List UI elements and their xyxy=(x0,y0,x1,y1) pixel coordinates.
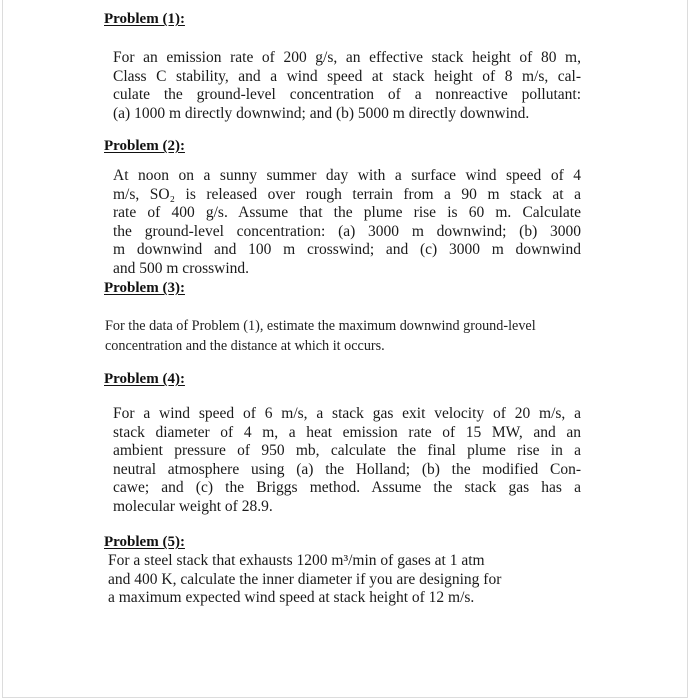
problem-1-text xyxy=(113,49,581,123)
problem-4-heading: Problem (4): xyxy=(104,371,185,387)
problem-2-line: and 500 m crosswind. xyxy=(113,259,250,277)
problem-2-line: rate of 400 g/s. Assume that the plume rise is 60 m. Calculate xyxy=(113,204,581,222)
problem-1-line: culate the ground-level concentration of a nonreactive pollutant: xyxy=(113,86,581,104)
problem-3-heading: Problem (3): xyxy=(104,280,185,296)
problem-1-line: Class C stability, and a wind speed at stack height of 8 m/s, cal- xyxy=(113,67,581,85)
problem-3-text xyxy=(105,316,585,356)
problem-5-line: and 400 K, calculate the inner diameter if you are designing for xyxy=(108,570,502,588)
problem-1-line: For an emission rate of 200 g/s, an effective stack height of 80 m, xyxy=(113,49,581,66)
problem-2-line: the ground-level concentration: (a) 3000 m downwind; (b) 3000 xyxy=(113,222,581,240)
problem-4-line: stack diameter of 4 m, a heat emission rate of 15 MW, and an xyxy=(113,423,581,441)
problem-5-heading: Problem (5): xyxy=(104,534,185,550)
problem-2-line: m/s, SO₂ is released over rough terrain from a 90 m stack at a xyxy=(113,185,581,203)
problem-3-line: For the data of Problem (1), estimate the maximum downwind ground-level xyxy=(105,318,536,334)
problem-5-line: For a steel stack that exhausts 1200 m³/min of gases at 1 atm xyxy=(108,552,485,569)
problem-2-line: m downwind and 100 m crosswind; and (c) 3000 m downwind xyxy=(113,241,581,259)
problem-4-line: For a wind speed of 6 m/s, a stack gas exit velocity of 20 m/s, a xyxy=(113,405,581,422)
problem-1-heading: Problem (1): xyxy=(104,11,185,27)
problem-4-line: neutral atmosphere using (a) the Holland; (b) the modified Con- xyxy=(113,460,581,478)
problem-2-text xyxy=(113,167,581,279)
problem-4-line: molecular weight of 28.9. xyxy=(113,497,273,515)
problem-2-heading: Problem (2): xyxy=(104,138,185,154)
problem-5-line: a maximum expected wind speed at stack height of 12 m/s. xyxy=(108,589,475,607)
problem-4-line: cawe; and (c) the Briggs method. Assume the stack gas has a xyxy=(113,479,581,497)
problem-2-line: At noon on a sunny summer day with a surface wind speed of 4 xyxy=(113,167,581,184)
problem-4-line: ambient pressure of 950 mb, calculate the final plume rise in a xyxy=(113,442,581,460)
problem-5-text xyxy=(108,552,570,608)
problem-3-line: concentration and the distance at which it occurs. xyxy=(105,338,385,354)
problem-4-text xyxy=(113,405,581,517)
problem-1-line: (a) 1000 m directly downwind; and (b) 5000 m directly downwind. xyxy=(113,104,530,122)
